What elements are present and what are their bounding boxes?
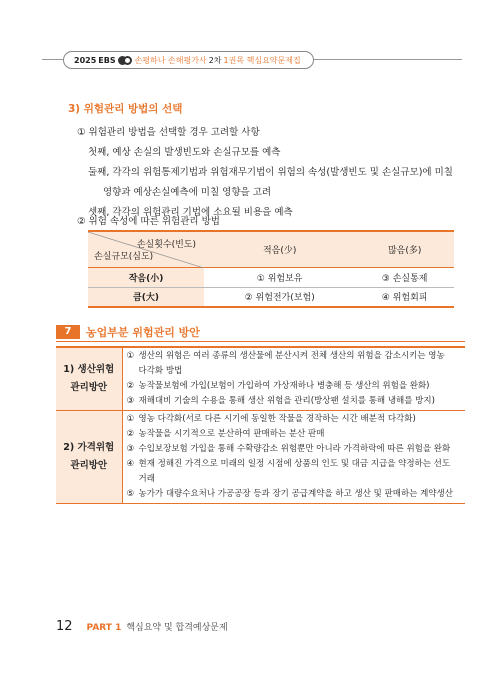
cell-avoidance: ④ 위험회피 bbox=[355, 287, 454, 307]
section-7-title: 농업부분 위험관리 방안 bbox=[86, 325, 200, 339]
item-text: 영농 다각화(서로 다른 시기에 동일한 작물을 경작하는 시간 배분적 다각화) bbox=[138, 414, 416, 424]
point-1: ① 위험관리 방법을 선택할 경우 고려할 사항 bbox=[77, 127, 260, 138]
list-item bbox=[127, 364, 466, 379]
row-header-small: 작음(小) bbox=[88, 267, 204, 287]
header-round: 2차 bbox=[208, 55, 222, 65]
col-header-high: 많음(多) bbox=[355, 231, 454, 267]
diag-top-label: 손실횟수(빈도) bbox=[136, 240, 196, 250]
ebs-logo-icon bbox=[118, 56, 132, 65]
cell-loss-control: ③ 손실통제 bbox=[355, 267, 454, 287]
production-risk-items bbox=[122, 347, 465, 411]
item-text: 재해대비 기술의 수용을 통해 생산 위험을 관리(방상팬 설치를 통해 냉해를 방지) bbox=[138, 396, 435, 406]
item-text: 생산의 위험은 여러 종류의 생산물에 분산시켜 전체 생산의 위험을 감소시키는 영농 bbox=[138, 351, 445, 361]
header-pill bbox=[63, 51, 314, 69]
item-text: 다각화 방법 bbox=[138, 366, 183, 376]
list-item bbox=[127, 487, 466, 502]
item-text: 농작물보험에 가입(보험이 가입하여 가상재하나 병충해 등 생산의 위험을 완화) bbox=[138, 381, 430, 391]
cell-transfer: ② 위험전가(보험) bbox=[204, 287, 355, 307]
header-volume: 1권목 핵심요약문제집 bbox=[223, 55, 301, 65]
section-title: 3) 위험관리 방법의 선택 bbox=[68, 103, 183, 115]
label-line: 관리방안 bbox=[70, 460, 108, 471]
footer-part: PART 1 bbox=[86, 623, 122, 633]
footer-description: 핵심요약 및 합격예상문제 bbox=[126, 623, 228, 633]
label-line: 1) 생산위험 bbox=[63, 364, 115, 375]
list-item bbox=[127, 379, 466, 394]
item-number bbox=[127, 472, 139, 487]
price-risk-row bbox=[56, 411, 465, 504]
risk-method-table bbox=[88, 230, 454, 308]
production-risk-row bbox=[56, 347, 465, 411]
item-text: 거래 bbox=[138, 474, 155, 484]
header-ebs: EBS bbox=[98, 55, 116, 65]
item-number: ① bbox=[126, 414, 135, 424]
list-item bbox=[127, 472, 466, 487]
price-risk-label bbox=[56, 411, 122, 504]
item-number: ③ bbox=[126, 396, 135, 406]
agri-risk-table bbox=[56, 346, 465, 504]
diag-bottom-label: 손실규모(심도) bbox=[94, 251, 154, 262]
list-item bbox=[127, 412, 466, 427]
point-first: 첫째, 예상 손실의 발생빈도와 손실규모를 예측 bbox=[88, 147, 281, 158]
item-number bbox=[127, 364, 139, 379]
price-risk-items bbox=[122, 411, 465, 504]
point-third: 셋째, 각각의 위험관리 기법에 소요될 비용을 예측 bbox=[88, 207, 293, 218]
item-text: 농작물을 시기적으로 분산하여 판매하는 분산 판매 bbox=[138, 429, 325, 439]
list-item bbox=[127, 394, 466, 409]
list-item bbox=[127, 349, 466, 364]
point-second: 둘째, 각각의 위험통제기법과 위험재무기법이 위험의 속성(발생빈도 및 손실규모)에 미칠 bbox=[88, 167, 453, 178]
list-item bbox=[127, 457, 466, 472]
item-number: ④ bbox=[126, 459, 135, 469]
label-line: 2) 가격위험 bbox=[63, 442, 115, 453]
section-7-heading bbox=[56, 322, 465, 342]
row-header-large: 큼(大) bbox=[88, 287, 204, 307]
page-number: 12 bbox=[56, 619, 73, 634]
item-text: 농가가 대량수요처나 가공공장 등과 장기 공급계약을 하고 생산 및 판매하는 계약생산 bbox=[138, 489, 453, 499]
label-line: 관리방안 bbox=[70, 382, 108, 393]
col-header-low: 적음(少) bbox=[204, 231, 355, 267]
item-text: 현재 정해진 가격으로 미래의 일정 시점에 상품의 인도 및 대금 지급을 약정하는 선도 bbox=[138, 459, 451, 469]
item-number: ① bbox=[126, 351, 135, 361]
section-number-badge: 7 bbox=[56, 325, 80, 339]
header-year: 2025 bbox=[74, 55, 97, 65]
item-text: 수입보장보험 가입을 통해 수확량감소 위험뿐만 아니라 가격하락에 따른 위험을 완화 bbox=[138, 444, 451, 454]
header-book-title: 손평하나 손해평가사 bbox=[134, 55, 207, 65]
point-second-cont: 영향과 예상손실예측에 미칠 영향을 고려 bbox=[103, 187, 272, 198]
item-number: ③ bbox=[126, 444, 135, 454]
list-item bbox=[127, 427, 466, 442]
item-number: ② bbox=[126, 381, 135, 391]
list-item bbox=[127, 442, 466, 457]
item-number: ⑤ bbox=[126, 489, 135, 499]
item-number: ② bbox=[126, 429, 135, 439]
diagonal-header-cell bbox=[88, 231, 204, 267]
page-footer bbox=[56, 619, 228, 634]
production-risk-label bbox=[56, 347, 122, 411]
point-2: ② 위험 속성에 따른 위험관리 방법 bbox=[77, 216, 220, 227]
running-header bbox=[0, 50, 500, 70]
cell-retention: ① 위험보유 bbox=[204, 267, 355, 287]
